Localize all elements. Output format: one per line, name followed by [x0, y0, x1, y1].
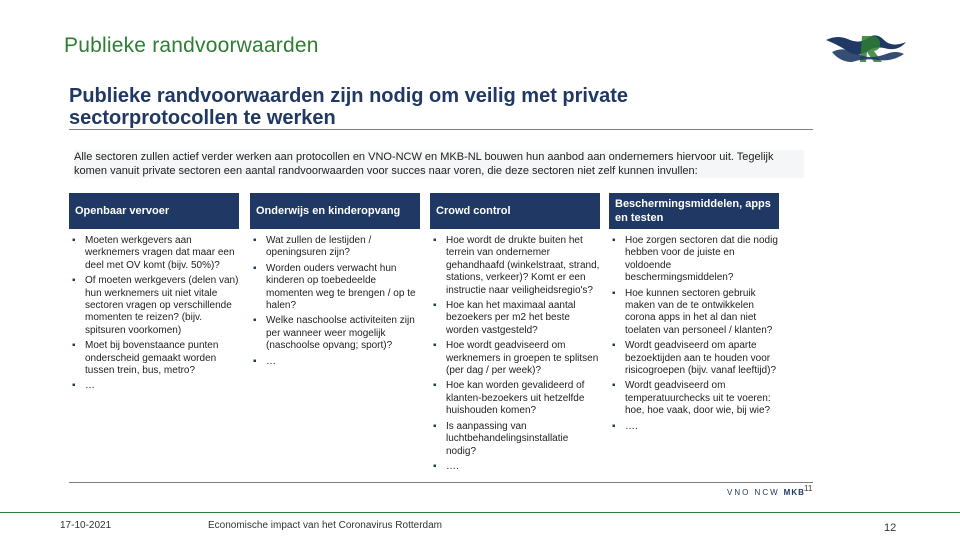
list-item: ▪ Worden ouders verwacht hun kinderen op toebedeelde momenten weg te brengen / op te halen?: [252, 263, 420, 313]
list-item: ▪ Is aanpassing van luchtbehandelingsinstallatie nodig?: [432, 421, 600, 458]
footer-text: Economische impact van het Coronavirus Rotterdam: [208, 520, 442, 531]
embedded-title: Publieke randvoorwaarden zijn nodig om veilig met private sectorprotocollen te werken: [69, 85, 629, 129]
column-crowd-control: [430, 193, 600, 476]
list-item: ▪ ….: [432, 461, 600, 473]
column-list: [430, 235, 600, 473]
column-beschermingsmiddelen: [609, 193, 779, 436]
list-item: ▪ Wat zullen de lestijden / openingsuren zijn?: [252, 235, 420, 260]
embedded-slide: [64, 80, 818, 500]
rotterdam-logo-icon: [822, 28, 910, 68]
logo-text: VNO NCW: [727, 488, 780, 497]
list-item: ▪ Of moeten werkgevers (delen van) hun werknemers uit niet vitale sectoren vragen op verschillende momenten te reizen? (bijv. spitsuren voorkomen): [71, 275, 239, 337]
column-header: Beschermingsmiddelen, apps en testen: [609, 193, 779, 229]
list-item: ▪ Moeten werkgevers aan werknemers vragen dat maar een deel met OV komt (bijv. 50%)?: [71, 235, 239, 272]
list-item: ▪ Wordt geadviseerd om temperatuurchecks uit te voeren: hoe, hoe vaak, door wie, bij wie?: [611, 380, 779, 417]
column-openbaar-vervoer: [69, 193, 239, 396]
list-item: ▪ Welke naschoolse activiteiten zijn per wanneer weer mogelijk (naschoolse opvang; sport)?: [252, 315, 420, 352]
column-list: [250, 235, 420, 368]
divider: [69, 482, 813, 483]
embedded-intro: Alle sectoren zullen actief verder werken aan protocollen en VNO-NCW en MKB-NL bouwen hun aanbod aan ondernemers hiervoor uit. Tegelijk komen vanuit private sectoren een aantal randvoorwaarden voor succes naar voren, die deze sectoren niet zelf kunnen invullen:: [74, 150, 804, 178]
column-header: Openbaar vervoer: [69, 193, 239, 229]
vno-ncw-mkb-logo: [727, 488, 805, 497]
list-item: ▪ …: [252, 356, 420, 368]
list-item: ▪ ….: [611, 421, 779, 433]
column-onderwijs: [250, 193, 420, 371]
list-item: ▪ Hoe kan worden gevalideerd of klanten-bezoekers uit hetzelfde huishouden komen?: [432, 380, 600, 417]
list-item: ▪ Moet bij bovenstaance punten onderscheid gemaakt worden tussen trein, bus, metro?: [71, 340, 239, 377]
column-list: [69, 235, 239, 393]
footer-date: 17-10-2021: [60, 520, 112, 531]
column-header: Onderwijs en kinderopvang: [250, 193, 420, 229]
list-item: ▪ Hoe kunnen sectoren gebruik maken van de te ontwikkelen corona apps in het al dan niet toelaten van personeel / klanten?: [611, 288, 779, 338]
embedded-page-number: 11: [804, 484, 813, 493]
list-item: ▪ Hoe zorgen sectoren dat die nodig hebben voor de juiste en voldoende beschermingsmiddelen?: [611, 235, 779, 285]
list-item: ▪ …: [71, 380, 239, 392]
divider: [69, 129, 813, 130]
column-list: [609, 235, 779, 433]
page-number: 12: [884, 522, 897, 534]
footer-divider: [0, 512, 960, 513]
slide-title: Publieke randvoorwaarden: [64, 34, 319, 57]
list-item: ▪ Hoe kan het maximaal aantal bezoekers per m2 het beste worden vastgesteld?: [432, 300, 600, 337]
list-item: ▪ Wordt geadviseerd om aparte bezoektijden aan te houden voor risicogroepen (bijv. vanaf leeftijd)?: [611, 340, 779, 377]
column-header: Crowd control: [430, 193, 600, 229]
list-item: ▪ Hoe wordt de drukte buiten het terrein van ondernemer gehandhaafd (winkelstraat, strand, stations, verkeer)? Komt er een instructie naar veiligheidsregio's?: [432, 235, 600, 297]
list-item: ▪ Hoe wordt geadviseerd om werknemers in groepen te splitsen (per dag / per week)?: [432, 340, 600, 377]
logo-text-bold: MKB: [783, 488, 805, 497]
